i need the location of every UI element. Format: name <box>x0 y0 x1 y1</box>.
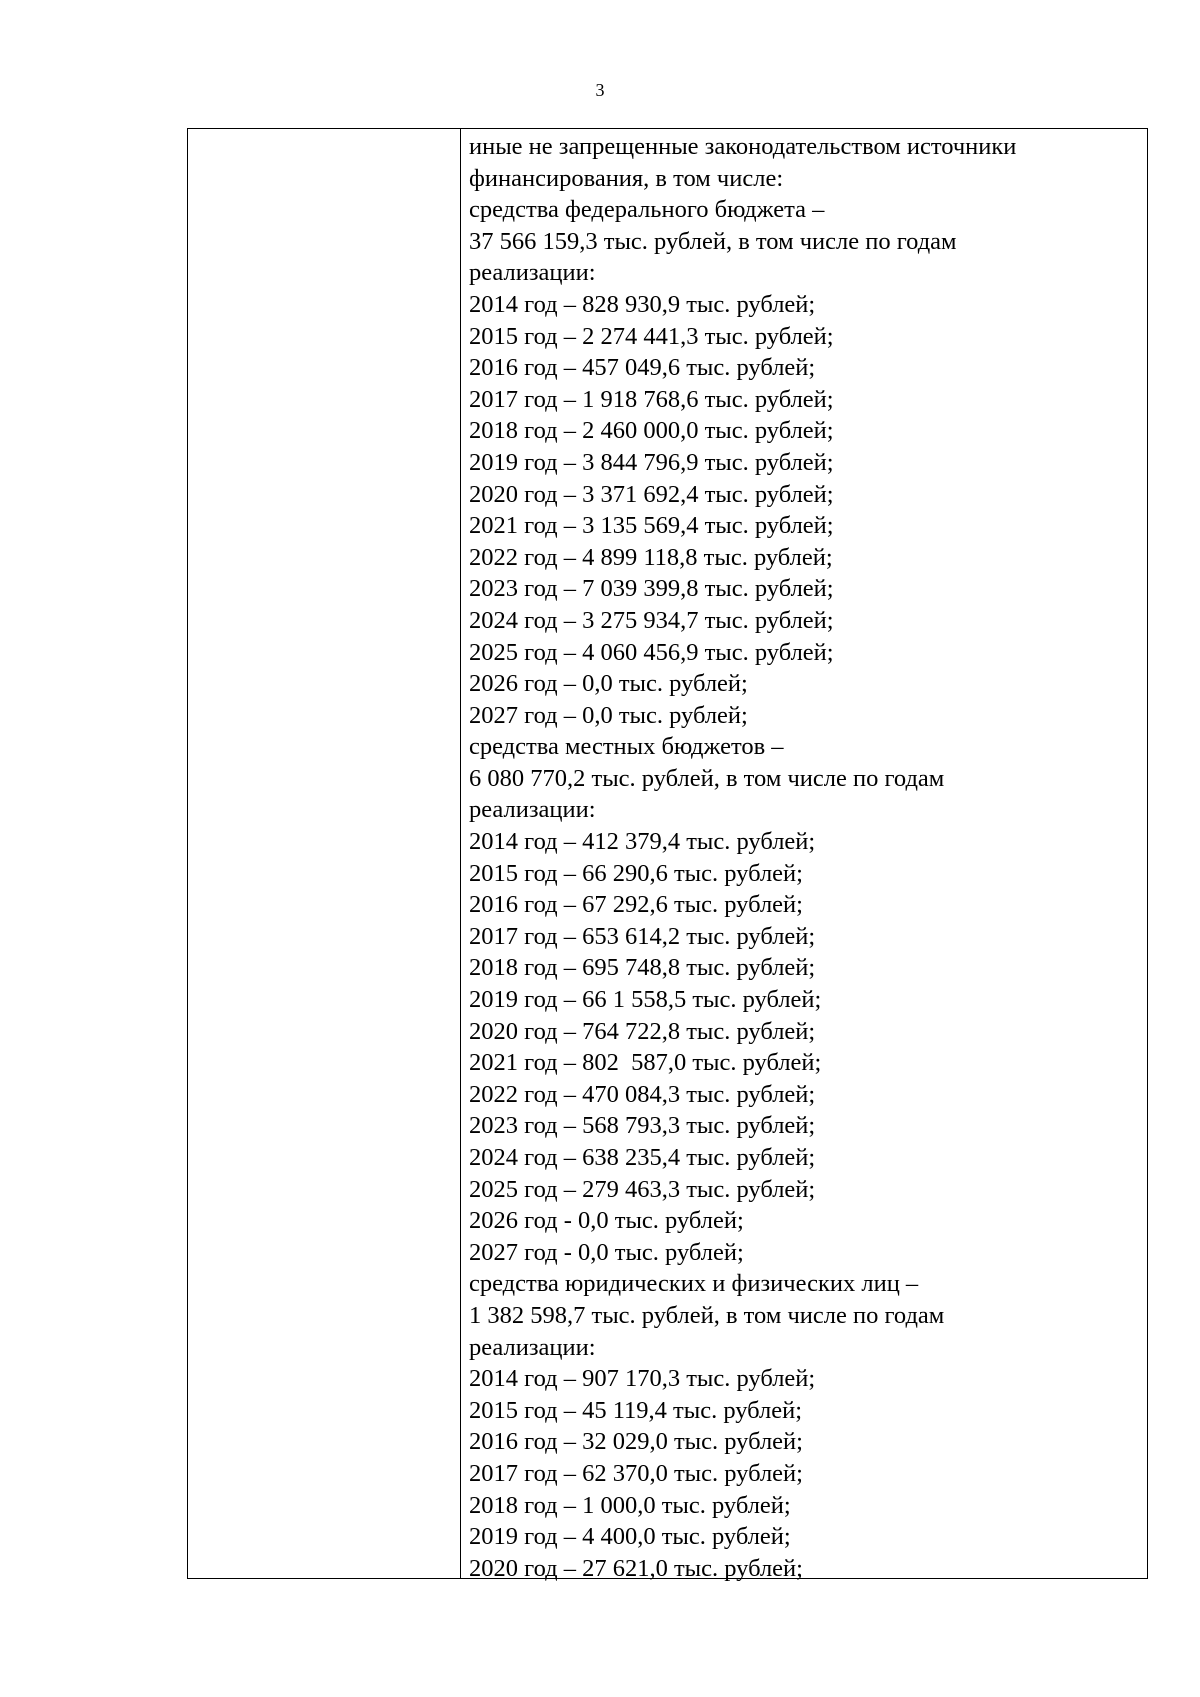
text-line: 2020 год – 27 621,0 тыс. рублей; <box>469 1554 803 1582</box>
text-line: 2026 год – 0,0 тыс. рублей; <box>469 670 748 698</box>
text-line: 2019 год – 4 400,0 тыс. рублей; <box>469 1523 791 1551</box>
text-line: 2020 год – 3 371 692,4 тыс. рублей; <box>469 480 834 508</box>
text-line: 2018 год – 2 460 000,0 тыс. рублей; <box>469 417 834 445</box>
text-line: 2017 год – 62 370,0 тыс. рублей; <box>469 1459 803 1487</box>
text-line: 2026 год - 0,0 тыс. рублей; <box>469 1207 744 1235</box>
text-line: 2017 год – 653 614,2 тыс. рублей; <box>469 922 816 950</box>
text-line: 2021 год – 802 587,0 тыс. рублей; <box>469 1049 822 1077</box>
text-line: 2025 год – 279 463,3 тыс. рублей; <box>469 1175 816 1203</box>
text-line: 2016 год – 67 292,6 тыс. рублей; <box>469 891 803 919</box>
text-line: 2027 год - 0,0 тыс. рублей; <box>469 1238 744 1266</box>
text-line: средства федерального бюджета – <box>469 196 825 224</box>
text-line: 37 566 159,3 тыс. рублей, в том числе по годам <box>469 227 957 255</box>
text-line: 2014 год – 412 379,4 тыс. рублей; <box>469 828 816 856</box>
text-line: реализации: <box>469 796 596 824</box>
text-line: 2014 год – 828 930,9 тыс. рублей; <box>469 290 816 318</box>
text-line: 2027 год – 0,0 тыс. рублей; <box>469 701 748 729</box>
text-line: средства юридических и физических лиц – <box>469 1270 919 1298</box>
table-right-cell <box>461 129 1147 1582</box>
text-line: 2025 год – 4 060 456,9 тыс. рублей; <box>469 638 834 666</box>
text-line: 1 382 598,7 тыс. рублей, в том числе по годам <box>469 1301 945 1329</box>
text-line: финансирования, в том числе: <box>469 164 784 192</box>
page-number: 3 <box>595 80 605 100</box>
text-line: 2017 год – 1 918 768,6 тыс. рублей; <box>469 385 834 413</box>
text-line: иные не запрещенные законодательством источники <box>469 133 1017 160</box>
table-left-cell <box>188 129 461 1578</box>
text-line: средства местных бюджетов – <box>469 733 784 761</box>
text-line: 2021 год – 3 135 569,4 тыс. рублей; <box>469 512 834 540</box>
text-line: 2024 год – 3 275 934,7 тыс. рублей; <box>469 606 834 634</box>
text-line: 2022 год – 470 084,3 тыс. рублей; <box>469 1080 816 1108</box>
text-line: 2016 год – 457 049,6 тыс. рублей; <box>469 354 816 382</box>
text-line: 2015 год – 45 119,4 тыс. рублей; <box>469 1396 803 1424</box>
text-line: 2022 год – 4 899 118,8 тыс. рублей; <box>469 543 833 571</box>
text-line: 2016 год – 32 029,0 тыс. рублей; <box>469 1428 803 1456</box>
text-line: 2023 год – 568 793,3 тыс. рублей; <box>469 1112 816 1140</box>
text-line: 2015 год – 2 274 441,3 тыс. рублей; <box>469 322 834 350</box>
text-line: реализации: <box>469 1333 596 1361</box>
text-line: 2024 год – 638 235,4 тыс. рублей; <box>469 1144 816 1171</box>
text-line: 2015 год – 66 290,6 тыс. рублей; <box>469 859 803 887</box>
text-line: 2023 год – 7 039 399,8 тыс. рублей; <box>469 575 834 603</box>
text-line: 2019 год – 3 844 796,9 тыс. рублей; <box>469 448 834 476</box>
text-line: 2019 год – 66 1 558,5 тыс. рублей; <box>469 986 822 1014</box>
text-line: 2018 год – 695 748,8 тыс. рублей; <box>469 954 816 982</box>
text-line: 2018 год – 1 000,0 тыс. рублей; <box>469 1491 791 1519</box>
financing-table <box>187 128 1148 1582</box>
text-line: реализации: <box>469 259 596 287</box>
text-line: 2014 год – 907 170,3 тыс. рублей; <box>469 1365 816 1393</box>
text-line: 2020 год – 764 722,8 тыс. рублей; <box>469 1017 816 1045</box>
text-line: 6 080 770,2 тыс. рублей, в том числе по годам <box>469 764 945 792</box>
